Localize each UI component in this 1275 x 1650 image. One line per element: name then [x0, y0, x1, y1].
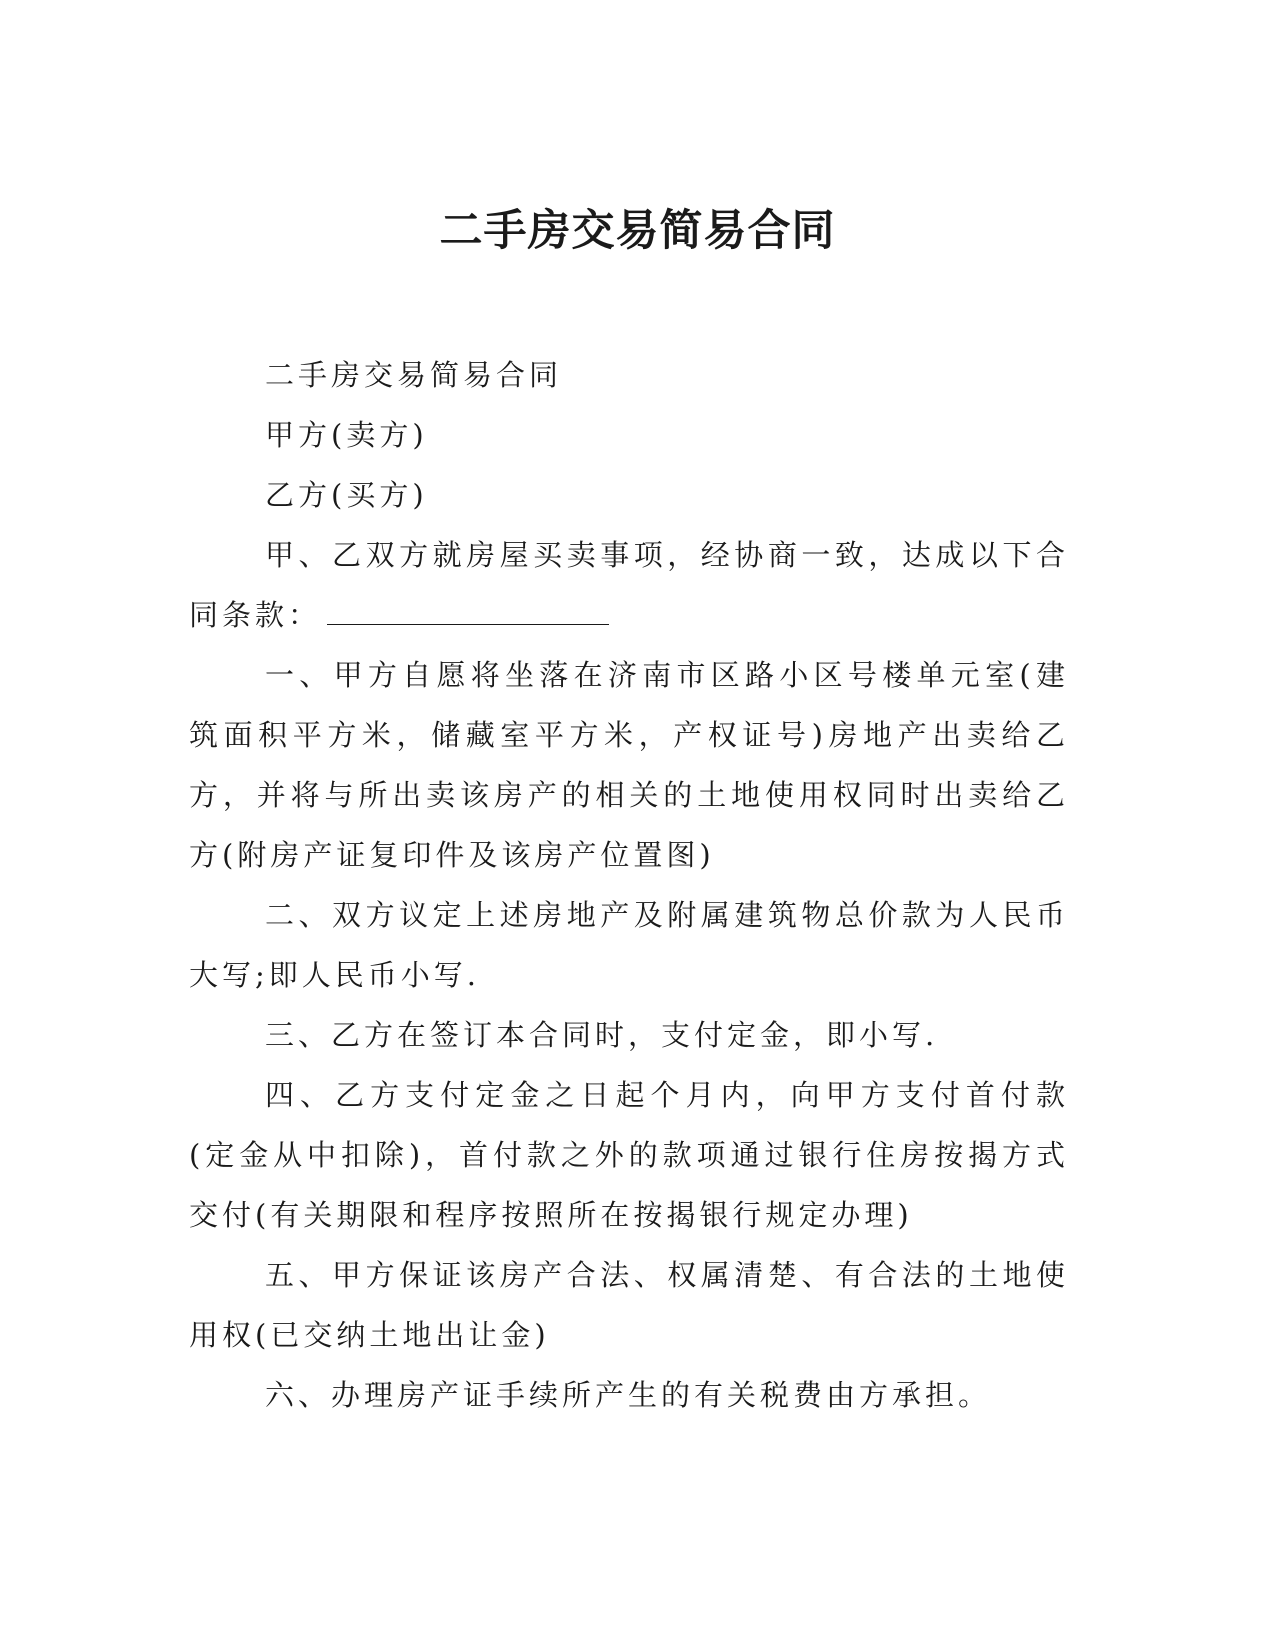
paragraph-clause-1: 一、甲方自愿将坐落在济南市区路小区号楼单元室(建筑面积平方米，储藏室平方米，产权证号)房地产出卖给乙方，并将与所出卖该房产的相关的土地使用权同时出卖给乙方(附房产证复印件及该房产位置图) — [189, 658, 1069, 872]
fill-in-blank-line — [327, 598, 609, 625]
intro-text: 甲、乙双方就房屋买卖事项，经协商一致，达成以下合同条款： — [189, 538, 1069, 632]
paragraph-clause-5: 五、甲方保证该房产合法、权属清楚、有合法的土地使用权(已交纳土地出让金) — [189, 1258, 1069, 1352]
paragraph-intro — [189, 525, 1069, 645]
paragraph-party-a: 甲方(卖方) — [265, 418, 428, 452]
paragraph-party-b: 乙方(买方) — [265, 478, 428, 512]
paragraph-clause-2: 二、双方议定上述房地产及附属建筑物总价款为人民币大写;即人民币小写. — [189, 898, 1069, 992]
paragraph-clause-4: 四、乙方支付定金之日起个月内，向甲方支付首付款(定金从中扣除)，首付款之外的款项通过银行住房按揭方式交付(有关期限和程序按照所在按揭银行规定办理) — [189, 1078, 1069, 1232]
paragraph-clause-6: 六、办理房产证手续所产生的有关税费由方承担。 — [265, 1378, 992, 1412]
document-body — [189, 345, 1069, 1425]
document-title: 二手房交易简易合同 — [439, 206, 836, 256]
paragraph-clause-3: 三、乙方在签订本合同时，支付定金，即小写. — [265, 1018, 939, 1052]
paragraph-subtitle: 二手房交易简易合同 — [265, 358, 563, 392]
